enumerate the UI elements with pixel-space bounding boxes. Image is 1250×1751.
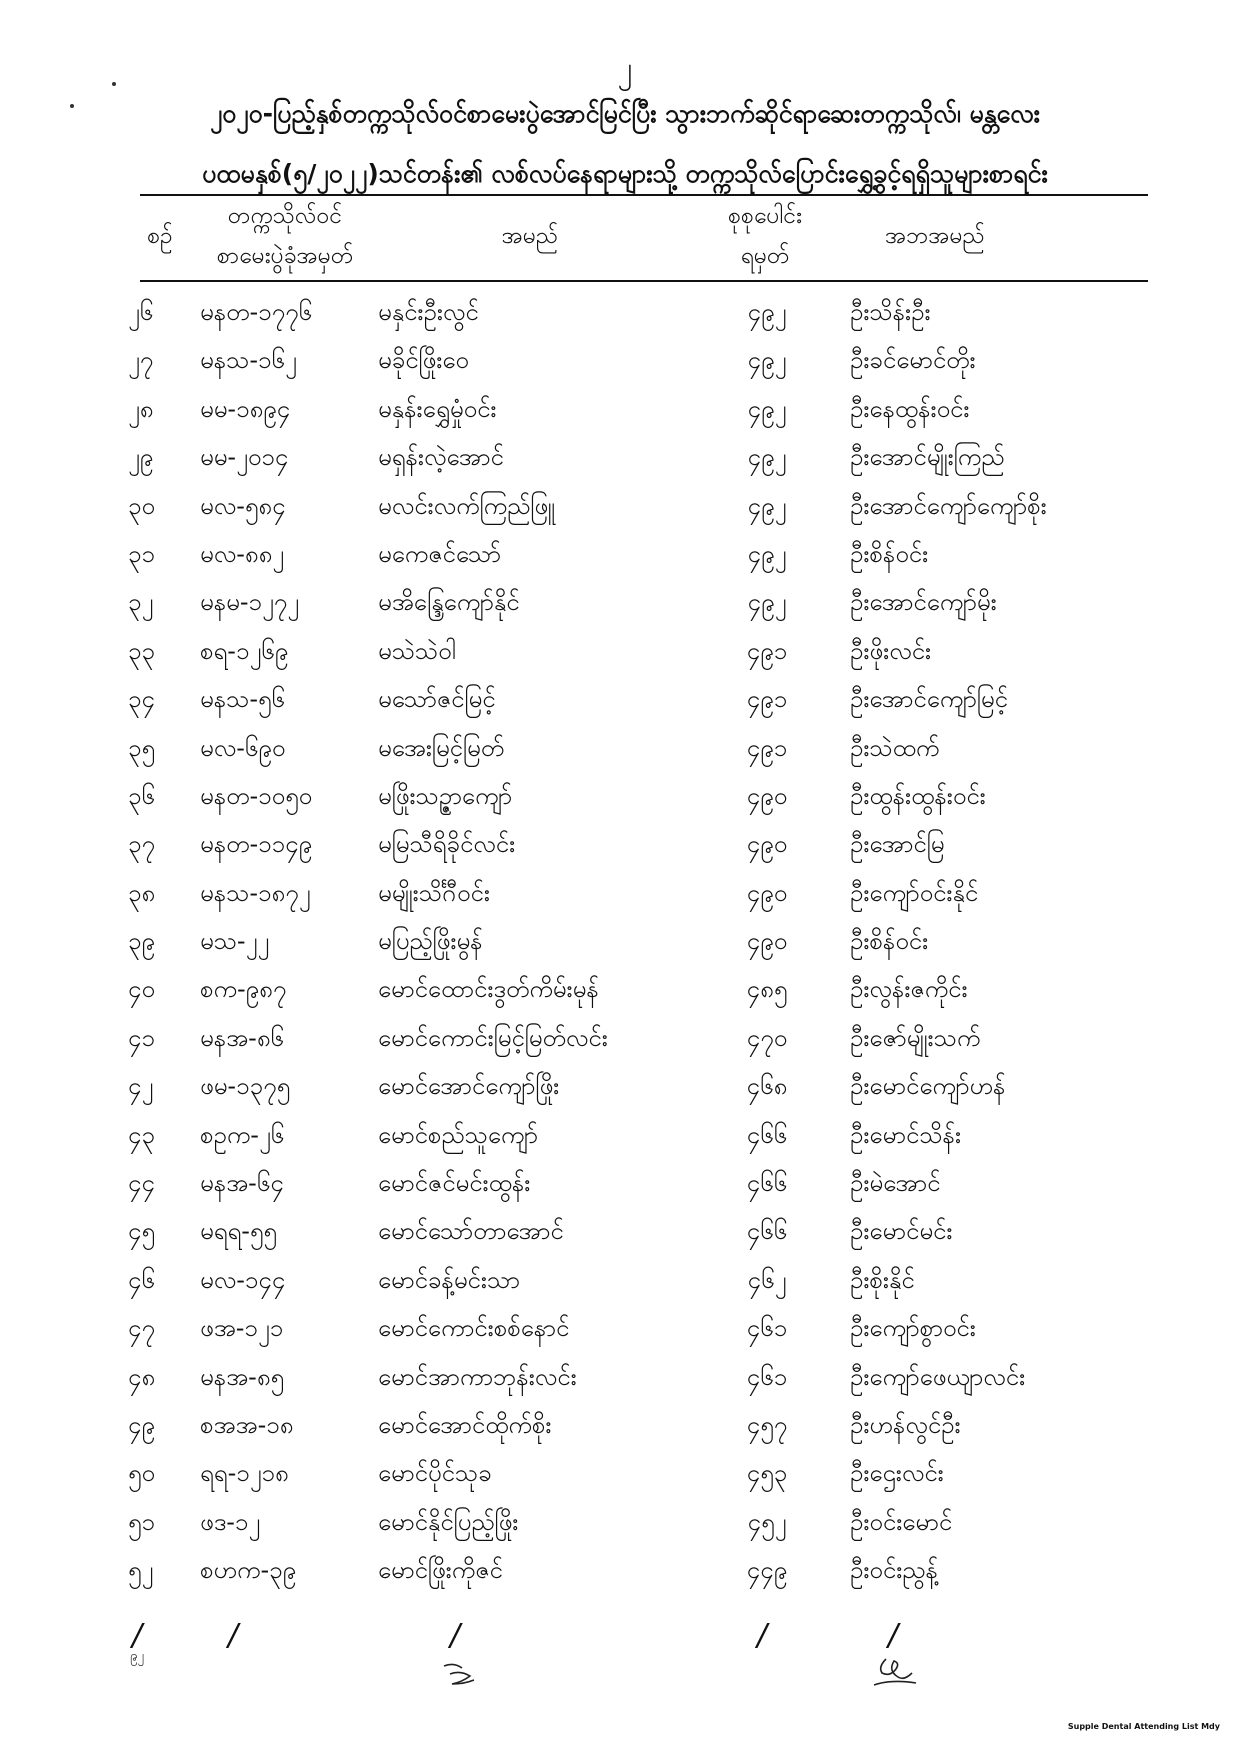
father-name: ဦးဝင်းမောင် — [850, 1507, 953, 1536]
row-number: ၃၆ — [128, 781, 155, 810]
student-name: မလင်းလက်ကြည်ဖြူ — [378, 491, 555, 520]
total-score: ၄၈၅ — [746, 975, 788, 1004]
total-score: ၄၅၂ — [747, 1507, 787, 1536]
row-number: ၅၁ — [128, 1507, 155, 1536]
table-body — [0, 288, 1250, 1595]
roll-number: မနသ-၅၆ — [200, 685, 285, 714]
total-score: ၄၉၂ — [747, 346, 787, 375]
table-header — [0, 196, 1250, 280]
table-row — [0, 1062, 1250, 1110]
student-name: မောင်ဖြိုးကိုဇင် — [378, 1556, 503, 1585]
row-number: ၃၂ — [128, 588, 154, 617]
row-number: ၂၇ — [128, 346, 154, 375]
column-header-father-name: အဘအမည် — [885, 223, 985, 249]
total-score: ၄၉၀ — [746, 781, 788, 810]
student-name: မသဲသဲဝါ — [378, 636, 456, 665]
father-name: ဦးစိုးနိုင် — [850, 1265, 915, 1294]
document-title-line-2: ပထမနှစ်(၅/၂၀၂၂)သင်တန်း၏ လစ်လပ်နေရာများသို့ တက္ကသိုလ်ပြောင်းရွှေ့ခွင့်ရရှိသူများစာရင်း — [202, 159, 1048, 188]
row-number: ၃၄ — [128, 685, 155, 714]
roll-number: မနအ-၆၄ — [200, 1169, 284, 1198]
row-number: ၄၅ — [128, 1217, 155, 1246]
column-header-score-line-1: စုစုပေါင်း — [727, 203, 803, 229]
student-name: မခိုင်ဖြိုးဝေ — [378, 346, 469, 375]
father-name: ဦးဖိုးလင်း — [850, 636, 932, 665]
roll-number: မနတ-၁၀၅၀ — [200, 781, 313, 810]
roll-number: မနတ-၁၇၇၆ — [200, 298, 313, 326]
roll-number: မလ-၅၈၄ — [200, 491, 286, 520]
student-name: မအေးမြင့်မြတ် — [378, 733, 505, 762]
student-name: မောင်နိုင်ပြည့်ဖြိုး — [378, 1507, 519, 1536]
total-score: ၄၄၉ — [746, 1556, 788, 1585]
continuation-note: ၉၂ — [130, 1649, 144, 1664]
total-score: ၄၉၀ — [746, 878, 788, 907]
student-name: မောင်အောင်ထိုက်စိုး — [378, 1410, 552, 1439]
father-name: ဦးအောင်ကျော်မြင့် — [850, 685, 1008, 714]
table-row — [0, 1449, 1250, 1497]
table-row — [0, 530, 1250, 578]
total-score: ၄၆၆ — [746, 1120, 788, 1149]
continuation-mark: / — [757, 1618, 768, 1653]
column-header-score — [700, 196, 830, 276]
father-name: ဦးစိန်ဝင်း — [850, 539, 929, 568]
father-name: ဦးနေထွန်းဝင်း — [850, 394, 970, 423]
row-number: ၃၈ — [128, 878, 156, 907]
total-score: ၄၆၆ — [746, 1169, 788, 1198]
row-number: ၄၀ — [128, 975, 155, 1004]
total-score: ၄၆၁ — [746, 1314, 788, 1343]
table-row — [0, 385, 1250, 433]
total-score: ၄၆၂ — [747, 1265, 787, 1294]
roll-number: စရ-၁၂၆၉ — [200, 636, 289, 665]
roll-number: မနမ-၁၂၇၂ — [200, 588, 300, 617]
row-number: ၄၄ — [128, 1169, 155, 1198]
roll-number: မမ-၁၈၉၄ — [200, 394, 291, 423]
column-header-roll-line-2: စာမေးပွဲခုံအမှတ် — [216, 243, 354, 269]
roll-number: မနသ-၁၈၇၂ — [200, 878, 311, 907]
row-number: ၄၃ — [128, 1120, 155, 1149]
table-row — [0, 1207, 1250, 1255]
row-number: ၂၈ — [128, 394, 154, 423]
total-score: ၄၉၁ — [746, 685, 788, 714]
table-row — [0, 578, 1250, 626]
student-name: မောင်ကောင်းစစ်နောင် — [378, 1314, 570, 1343]
father-name: ဦးစိန်ဝင်း — [850, 927, 929, 956]
roll-number: မနသ-၁၆၂ — [200, 346, 297, 375]
roll-number: စဥက-၂၆ — [200, 1120, 285, 1149]
student-name: မကေဇင်သော် — [378, 539, 501, 568]
roll-number: မနအ-၈၅ — [200, 1362, 285, 1391]
table-row — [0, 1498, 1250, 1546]
father-name: ဦးထွန်းထွန်းဝင်း — [850, 781, 986, 810]
row-number: ၄၂ — [128, 1072, 154, 1101]
table-row — [0, 1304, 1250, 1352]
footer-label: Supple Dental Attending List Mdy — [1067, 1722, 1220, 1731]
table-row — [0, 917, 1250, 965]
father-name: ဦးအောင်မြ — [850, 830, 945, 859]
father-name: ဦးကျော်စွာဝင်း — [850, 1314, 976, 1343]
father-name: ဦးခင်မောင်တိုး — [850, 346, 976, 375]
row-number: ၃၇ — [128, 830, 155, 859]
student-name: မောင်သော်တာအောင် — [378, 1217, 564, 1246]
table-row — [0, 627, 1250, 675]
table-row — [0, 1546, 1250, 1594]
total-score: ၄၉၁ — [746, 636, 788, 665]
total-score: ၄၅၃ — [746, 1459, 788, 1488]
table-row — [0, 288, 1250, 336]
column-header-roll-number — [190, 196, 380, 276]
father-name: ဦးမောင်ကျော်ဟန် — [850, 1072, 1006, 1101]
roll-number: စဟက-၃၉ — [200, 1556, 297, 1585]
row-number: ၃၃ — [128, 636, 155, 665]
roll-number: ရရ-၁၂၁၈ — [200, 1459, 289, 1488]
row-number: ၃၉ — [128, 927, 155, 956]
total-score: ၄၉၂ — [747, 394, 787, 423]
roll-number: စက-၉၈၇ — [200, 975, 287, 1004]
total-score: ၄၉၁ — [746, 733, 788, 762]
table-row — [0, 1014, 1250, 1062]
table-row — [0, 675, 1250, 723]
column-header-roll-line-1: တက္ကသိုလ်ဝင် — [227, 203, 343, 229]
table-row — [0, 433, 1250, 481]
student-name: မောင်ထောင်းဒွတ်ကိမ်းမုန် — [378, 975, 599, 1004]
table-row — [0, 1353, 1250, 1401]
father-name: ဦးကျော်ဖေယျာလင်း — [850, 1362, 1026, 1391]
continuation-mark: / — [888, 1618, 899, 1653]
row-number: ၄၁ — [128, 1023, 155, 1052]
father-name: ဦးမဲအောင် — [850, 1169, 941, 1198]
student-name: မနှင်းဦးလွင် — [378, 298, 479, 326]
table-row — [0, 869, 1250, 917]
total-score: ၄၉၂ — [747, 539, 787, 568]
roll-number: မသ-၂၂ — [200, 927, 270, 956]
student-name: မနှန်းရွှေမှုံဝင်း — [378, 394, 497, 423]
column-header-name: အမည် — [501, 223, 559, 249]
father-name: ဦးဟန်လွင်ဦး — [850, 1410, 961, 1439]
row-number: ၃၅ — [128, 733, 155, 762]
father-name: ဦးအောင်မျိုးကြည် — [850, 443, 1005, 472]
table-row — [0, 1401, 1250, 1449]
roll-number: ဖအ-၁၂၁ — [200, 1314, 284, 1343]
total-score: ၄၆၈ — [746, 1072, 788, 1101]
roll-number: မရရ-၅၅ — [200, 1217, 277, 1246]
initial-signature-1 — [440, 1660, 480, 1690]
roll-number: မနတ-၁၁၄၉ — [200, 830, 313, 859]
roll-number: မနအ-၈၆ — [200, 1023, 285, 1052]
father-name: ဦးလွန်းဇကိုင်း — [850, 975, 968, 1004]
total-score: ၄၉၀ — [746, 830, 788, 859]
father-name: ဦးသိန်းဦး — [850, 298, 931, 326]
total-score: ၄၇၀ — [746, 1023, 788, 1052]
row-number: ၂၉ — [128, 443, 154, 472]
father-name: ဦးကျော်ဝင်းနိုင် — [850, 878, 979, 907]
table-row — [0, 1111, 1250, 1159]
student-name: မောင်ခန့်မင်းသာ — [378, 1265, 521, 1294]
row-number: ၄၇ — [128, 1314, 155, 1343]
table-row — [0, 724, 1250, 772]
father-name: ဦးမောင်သိန်း — [850, 1120, 962, 1149]
student-name: မောင်အောင်ကျော်ဖြိုး — [378, 1072, 560, 1101]
student-name: မဖြိုးသဥ္ဇာကျော် — [378, 781, 513, 810]
father-name: ဦးမောင်မင်း — [850, 1217, 953, 1246]
total-score: ၄၉၂ — [747, 443, 787, 472]
table-row — [0, 965, 1250, 1013]
student-name: မသော်ဇင်မြင့် — [378, 685, 496, 714]
row-number: ၂၆ — [128, 298, 154, 326]
table-row — [0, 482, 1250, 530]
page-number: ၂ — [617, 51, 633, 86]
column-header-no: စဉ် — [147, 223, 173, 249]
total-score: ၄၆၁ — [746, 1362, 788, 1391]
father-name: ဦးဇော်မျိုးသက် — [850, 1023, 981, 1052]
row-number: ၄၉ — [128, 1410, 155, 1439]
stray-mark — [112, 82, 116, 86]
student-name: မောင်ပိုင်သုခ — [378, 1459, 492, 1488]
total-score: ၄၅၇ — [746, 1410, 788, 1439]
student-name: မရှန်းလဲ့အောင် — [378, 443, 504, 472]
table-row — [0, 772, 1250, 820]
father-name: ဦးဌေးလင်း — [850, 1459, 944, 1488]
table-row — [0, 820, 1250, 868]
row-number: ၃၁ — [128, 539, 155, 568]
total-score: ၄၉၂ — [747, 298, 787, 326]
row-number: ၅၀ — [128, 1459, 155, 1488]
student-name: မမျိုးသိင်္ဂီဝင်း — [378, 878, 490, 907]
table-row — [0, 336, 1250, 384]
father-name: ဦးဝင်းညွန့် — [850, 1556, 938, 1585]
roll-number: ဖမ-၁၃၇၅ — [200, 1072, 291, 1101]
student-name: မောင်စည်သူကျော် — [378, 1120, 539, 1149]
row-number: ၃၀ — [128, 491, 155, 520]
document-title-line-1: ၂၀၂၀-ပြည့်နှစ်တက္ကသိုလ်ဝင်စာမေးပွဲအောင်မြင်ပြီး သွားဘက်ဆိုင်ရာဆေးတက္ကသိုလ်၊ မန္တလေး — [209, 99, 1041, 128]
column-header-score-line-2: ရမှတ် — [740, 243, 790, 269]
roll-number: ဖဒ-၁၂ — [200, 1507, 261, 1536]
student-name: မမြသီရိခိုင်လင်း — [378, 830, 516, 859]
student-name: မောင်ဇင်မင်းထွန်း — [378, 1169, 531, 1198]
student-name: မအိန္ဒြေကျော်နိုင် — [378, 588, 520, 617]
continuation-mark: / — [132, 1618, 143, 1653]
total-score: ၄၉၂ — [747, 588, 787, 617]
father-name: ဦးအောင်ကျော်ကျော်စိုး — [850, 491, 1047, 520]
roll-number: မလ-၈၈၂ — [200, 539, 285, 568]
table-row — [0, 1256, 1250, 1304]
student-name: မောင်အာကာဘုန်းလင်း — [378, 1362, 577, 1391]
roll-number: မမ-၂၀၁၄ — [200, 443, 289, 472]
student-name: မပြည့်ဖြိုးမွန် — [378, 927, 483, 956]
father-name: ဦးအောင်ကျော်မိုး — [850, 588, 997, 617]
table-header-rule — [140, 280, 1148, 282]
father-name: ဦးသဲထက် — [850, 733, 940, 762]
row-number: ၅၂ — [128, 1556, 154, 1585]
roll-number: မလ-၁၄၄ — [200, 1265, 286, 1294]
total-score: ၄၉၂ — [747, 491, 787, 520]
roll-number: စအအ-၁၈ — [200, 1410, 294, 1439]
stray-mark — [70, 104, 74, 108]
table-row — [0, 1159, 1250, 1207]
continuation-mark: / — [450, 1618, 461, 1653]
continuation-mark: / — [228, 1618, 239, 1653]
student-name: မောင်ကောင်းမြင့်မြတ်လင်း — [378, 1023, 608, 1052]
row-number: ၄၈ — [128, 1362, 156, 1391]
row-number: ၄၆ — [128, 1265, 155, 1294]
initial-signature-2 — [868, 1655, 920, 1691]
total-score: ၄၉၀ — [746, 927, 788, 956]
total-score: ၄၆၆ — [746, 1217, 788, 1246]
roll-number: မလ-၆၉၀ — [200, 733, 286, 762]
